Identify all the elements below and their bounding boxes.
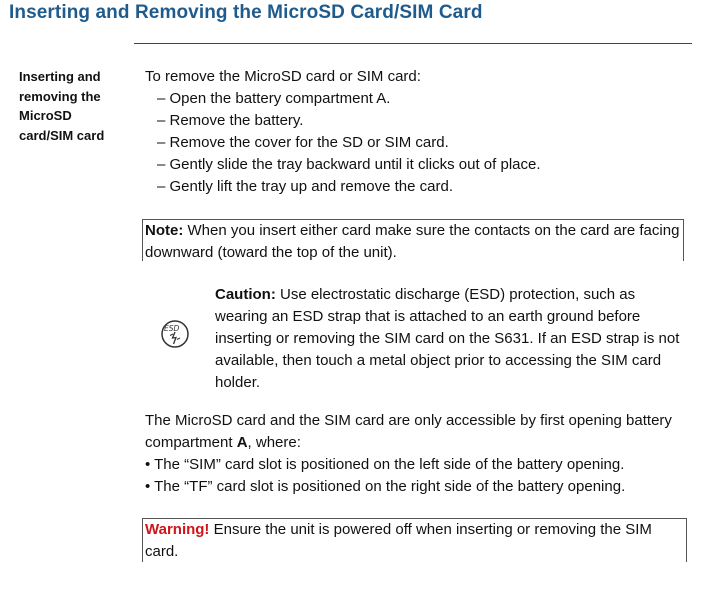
title-divider — [134, 43, 692, 44]
caution-text — [215, 284, 685, 394]
esd-icon-label: ESD — [164, 324, 180, 333]
page-title: Inserting and Removing the MicroSD Card/SIM Card — [9, 2, 483, 23]
caution-body: Use electrostatic discharge (ESD) protection, such as wearing an ESD strap that is attached to an earth ground before inserting or removing the SIM card on the S631. If an ESD strap is not available, then touch a metal object prior to accessing the SIM card holder. — [215, 286, 680, 391]
step-item: – Open the battery compartment A. — [157, 90, 391, 107]
step-item: – Gently lift the tray up and remove the card. — [157, 178, 453, 195]
esd-icon — [160, 319, 190, 349]
access-text-start: The MicroSD card and the SIM card are only accessible by first opening battery compartment — [145, 412, 672, 451]
removal-steps — [157, 88, 541, 198]
list-item: • The “SIM” card slot is positioned on the left side of the battery opening. — [145, 456, 625, 473]
access-text — [145, 410, 690, 454]
step-item: – Remove the battery. — [157, 112, 304, 129]
access-section — [145, 410, 690, 498]
step-item: – Gently slide the tray backward until it clicks out of place. — [157, 156, 541, 173]
note-text — [145, 220, 683, 264]
intro-text: To remove the MicroSD card or SIM card: — [145, 68, 421, 85]
compartment-label: A — [236, 434, 248, 451]
access-text-end: , where: — [247, 434, 301, 451]
warning-body: Ensure the unit is powered off when inserting or removing the SIM card. — [145, 521, 652, 560]
caution-label: Caution: — [215, 286, 276, 303]
step-item: – Remove the cover for the SD or SIM card. — [157, 134, 449, 151]
slot-list — [145, 454, 690, 498]
note-box — [142, 219, 684, 261]
warning-label: Warning! — [145, 521, 210, 538]
warning-box — [142, 518, 687, 562]
side-heading: Inserting and removing the MicroSD card/SIM card — [19, 69, 105, 143]
warning-text — [145, 519, 686, 563]
list-item: • The “TF” card slot is positioned on the right side of the battery opening. — [145, 478, 626, 495]
note-body: When you insert either card make sure the contacts on the card are facing downward (toward the top of the unit). — [145, 222, 680, 261]
note-label: Note: — [145, 222, 184, 239]
